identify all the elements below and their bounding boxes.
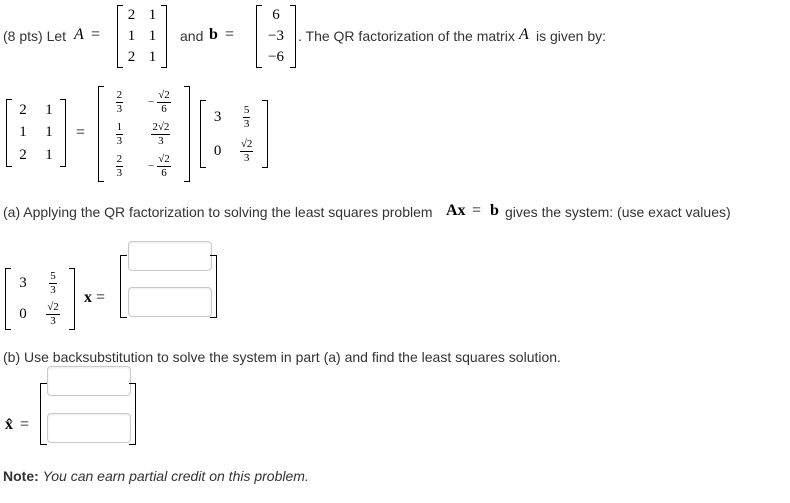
note <box>3 468 309 484</box>
part-b-answer-1[interactable] <box>47 366 131 396</box>
vector-b-cell: 6 <box>272 7 280 23</box>
matrix-R-system <box>5 268 75 330</box>
matrix-R-cell: $\frac{5}{3}$ <box>243 103 250 130</box>
matrix-R-cell: 3 <box>19 275 27 291</box>
matrix-A-cell: 2 <box>19 101 27 118</box>
part-a-text-end: gives the system: (use exact values) <box>505 204 731 220</box>
matrix-Q-cell: − $\frac{√2}{6}$ <box>148 152 170 179</box>
matrix-R-cell: 0 <box>213 142 222 159</box>
vector-b-symbol: b <box>209 26 218 43</box>
equals-sign: = <box>91 26 101 43</box>
equals-sign: = <box>20 416 30 433</box>
x-symbol: x <box>84 289 92 306</box>
matrix-Q-cell: $\frac{2}{3}$ <box>116 88 123 115</box>
matrix-R-cell: $\frac{√2}{3}$ <box>240 137 253 164</box>
vector-b-symbol: b <box>490 202 499 219</box>
matrix-A-cell: 1 <box>148 28 157 44</box>
matrix-A-cell: 1 <box>45 147 53 164</box>
equals-sign: = <box>472 202 482 219</box>
note-text: You can earn partial credit on this problem. <box>42 468 309 484</box>
matrix-A-cell: 1 <box>148 49 157 65</box>
matrix-R-cell: 3 <box>213 108 222 125</box>
vector-b-cell: −6 <box>268 49 284 65</box>
matrix-A <box>117 5 167 68</box>
matrix-A-cell: 2 <box>19 147 27 164</box>
matrix-R-cell: $\frac{√2}{3}$ <box>47 301 59 327</box>
matrix-A-cell: 1 <box>45 124 53 141</box>
vector-b <box>256 5 296 68</box>
Ax-symbol: Ax <box>446 202 466 219</box>
and-label: and <box>180 28 204 44</box>
left-bracket <box>120 255 127 318</box>
matrix-A-cell: 1 <box>127 28 136 44</box>
description-text: . The QR factorization of the matrix <box>298 28 515 44</box>
part-b-answer-2[interactable] <box>47 413 131 443</box>
right-bracket <box>129 383 136 445</box>
matrix-R-cell: 0 <box>19 306 27 322</box>
part-a-answer-2[interactable] <box>128 287 212 317</box>
matrix-Q-cell: $\frac{2√2}{3}$ <box>152 120 170 147</box>
matrix-Q-cell: $\frac{2}{3}$ <box>116 152 123 179</box>
matrix-Q <box>98 86 190 182</box>
matrix-A-symbol: A <box>74 26 84 43</box>
matrix-A-cell: 2 <box>127 7 136 23</box>
equals-sign: = <box>96 289 106 306</box>
matrix-A-cell: 1 <box>148 7 157 23</box>
part-a-text: (a) Applying the QR factorization to solving the least squares problem <box>3 204 433 220</box>
equals-sign: = <box>225 26 235 43</box>
matrix-R <box>200 100 268 168</box>
right-bracket <box>210 255 217 318</box>
matrix-Q-cell: − $\frac{√2}{6}$ <box>148 88 170 115</box>
matrix-A-symbol: A <box>519 26 529 43</box>
matrix-A-repeat <box>6 99 66 167</box>
equals-sign: = <box>76 124 86 141</box>
description-text-end: is given by: <box>536 28 607 44</box>
matrix-R-cell: $\frac{5}{3}$ <box>50 270 56 296</box>
points-label: (8 pts) Let <box>3 28 67 44</box>
left-bracket <box>40 383 47 445</box>
xhat-symbol: x̂ <box>5 416 13 433</box>
vector-b-cell: −3 <box>268 28 284 44</box>
matrix-Q-cell: $\frac{1}{3}$ <box>116 120 123 147</box>
matrix-A-cell: 1 <box>45 101 53 118</box>
matrix-A-cell: 1 <box>19 124 27 141</box>
note-label: Note: <box>3 468 39 484</box>
part-a-answer-1[interactable] <box>128 241 212 271</box>
part-b-text: (b) Use backsubstitution to solve the system in part (a) and find the least squares solution. <box>3 349 561 365</box>
matrix-A-cell: 2 <box>127 49 136 65</box>
